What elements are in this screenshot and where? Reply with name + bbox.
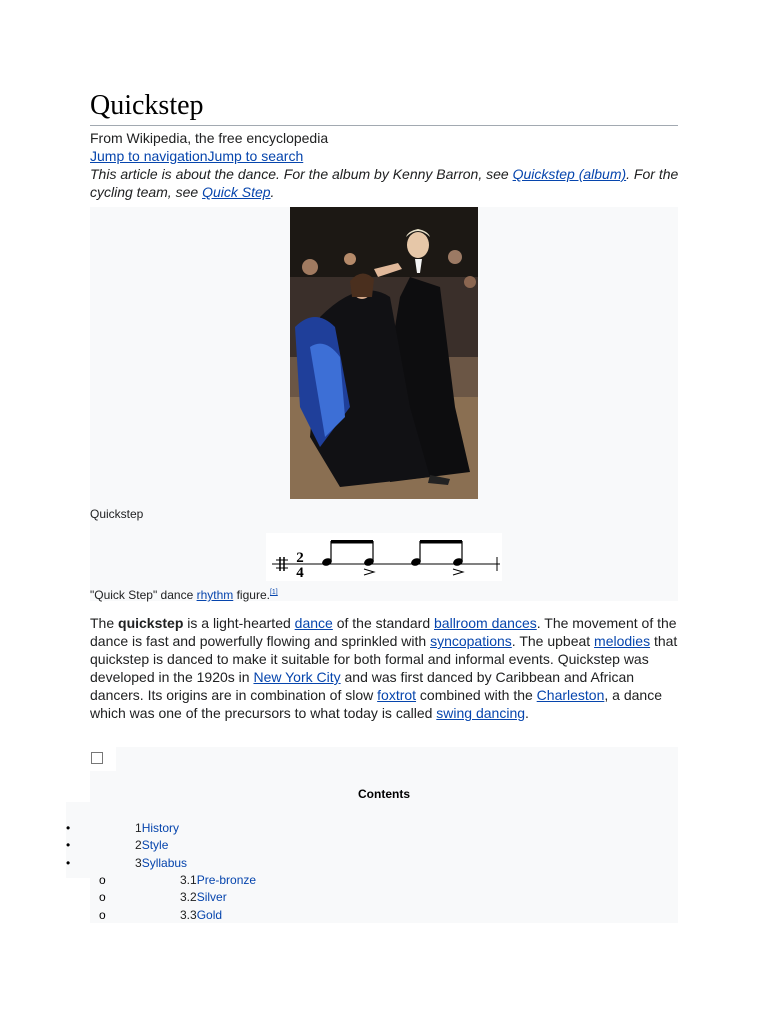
- toc-link-pre-bronze[interactable]: Pre-bronze: [196, 873, 257, 887]
- page-title: Quickstep: [90, 88, 678, 126]
- rhythm-caption: [90, 588, 278, 602]
- infobox: [90, 207, 678, 601]
- intro-text: The: [90, 615, 119, 631]
- intro-text: is a light-hearted: [183, 615, 295, 631]
- intro-paragraph: [90, 614, 680, 722]
- toc-number: 3: [135, 856, 142, 870]
- toc-number: 3.1: [180, 873, 197, 887]
- toc-link-style[interactable]: Style: [141, 838, 169, 852]
- toc-item-history[interactable]: [135, 821, 179, 835]
- toc-sub-bullet: o: [99, 890, 106, 904]
- dancers-image: [290, 207, 478, 499]
- toc-sub-bullet: o: [99, 873, 106, 887]
- toc-item-pre-bronze[interactable]: [180, 873, 256, 887]
- hatnote-text: . For the cycling team, see: [90, 166, 679, 200]
- hatnote-text: This article is about the dance. For the album by Kenny Barron, see: [90, 166, 513, 182]
- jump-links: [90, 148, 303, 164]
- hatnote-text: .: [270, 184, 275, 200]
- jump-to-search-link[interactable]: Jump to search: [207, 148, 304, 164]
- rhythm-caption-text: "Quick Step" dance: [90, 588, 197, 602]
- toc-title: Contents: [358, 787, 410, 801]
- time-signature-bottom: 4: [296, 565, 304, 581]
- photo-caption: Quickstep: [90, 507, 144, 521]
- toc-item-style[interactable]: [135, 838, 168, 852]
- toc-item-gold[interactable]: [180, 908, 222, 922]
- toc-bullet: •: [66, 856, 71, 870]
- dance-link[interactable]: dance: [294, 615, 333, 631]
- intro-text: and was first danced by Caribbean and African dancers. Its origins are in combination of slow: [90, 669, 635, 703]
- intro-text: .: [525, 705, 529, 721]
- rhythm-notation: [266, 533, 502, 581]
- intro-text: . The movement of the dance is fast and powerfully flowing and sprinkled with: [90, 615, 677, 649]
- toc-link-history[interactable]: History: [141, 821, 180, 835]
- foxtrot-link[interactable]: foxtrot: [377, 687, 417, 703]
- new-york-city-link[interactable]: New York City: [253, 669, 341, 685]
- intro-text: combined with the: [416, 687, 537, 703]
- rhythm-link[interactable]: rhythm: [196, 588, 234, 602]
- swing-dancing-link[interactable]: swing dancing: [436, 705, 526, 721]
- toc-link-silver[interactable]: Silver: [196, 890, 227, 904]
- melodies-link[interactable]: melodies: [594, 633, 651, 649]
- toc-number: 1: [135, 821, 142, 835]
- toc-toggle-area: [90, 747, 116, 771]
- toc-number: 3.2: [180, 890, 197, 904]
- site-tagline: From Wikipedia, the free encyclopedia: [90, 130, 329, 146]
- rhythm-figure[interactable]: [266, 533, 502, 581]
- jump-to-navigation-link[interactable]: Jump to navigation: [90, 148, 208, 164]
- ballroom-dances-link[interactable]: ballroom dances: [434, 615, 537, 631]
- charleston-link[interactable]: Charleston: [536, 687, 605, 703]
- toc-item-silver[interactable]: [180, 890, 227, 904]
- intro-text: . The upbeat: [511, 633, 595, 649]
- toc-item-syllabus[interactable]: [135, 856, 187, 870]
- toc-number: 3.3: [180, 908, 197, 922]
- toc-bullet: •: [66, 821, 71, 835]
- time-signature-top: 2: [296, 550, 304, 566]
- intro-text: , a dance which was one of the precursors to what today is called: [90, 687, 662, 721]
- article-subject: quickstep: [118, 615, 184, 631]
- toc-toggle-checkbox[interactable]: [91, 752, 103, 764]
- table-of-contents: [90, 747, 678, 923]
- reference-link[interactable]: [1]: [269, 589, 278, 596]
- toc-link-gold[interactable]: Gold: [196, 908, 223, 922]
- toc-link-syllabus[interactable]: Syllabus: [141, 856, 188, 870]
- toc-sub-bullet: o: [99, 908, 106, 922]
- quick-step-link[interactable]: Quick Step: [202, 184, 271, 200]
- toc-bullet: •: [66, 838, 71, 852]
- rhythm-caption-text: figure.: [233, 588, 270, 602]
- intro-text: of the standard: [332, 615, 435, 631]
- toc-number: 2: [135, 838, 142, 852]
- intro-text: that quickstep is danced to make it suitable for both formal and informal events. Quickstep was developed in the 1920s in: [90, 633, 678, 685]
- dancers-photo[interactable]: [290, 207, 478, 499]
- quickstep-album-link[interactable]: Quickstep (album): [512, 166, 627, 182]
- syncopations-link[interactable]: syncopations: [430, 633, 512, 649]
- hatnote: [90, 165, 690, 201]
